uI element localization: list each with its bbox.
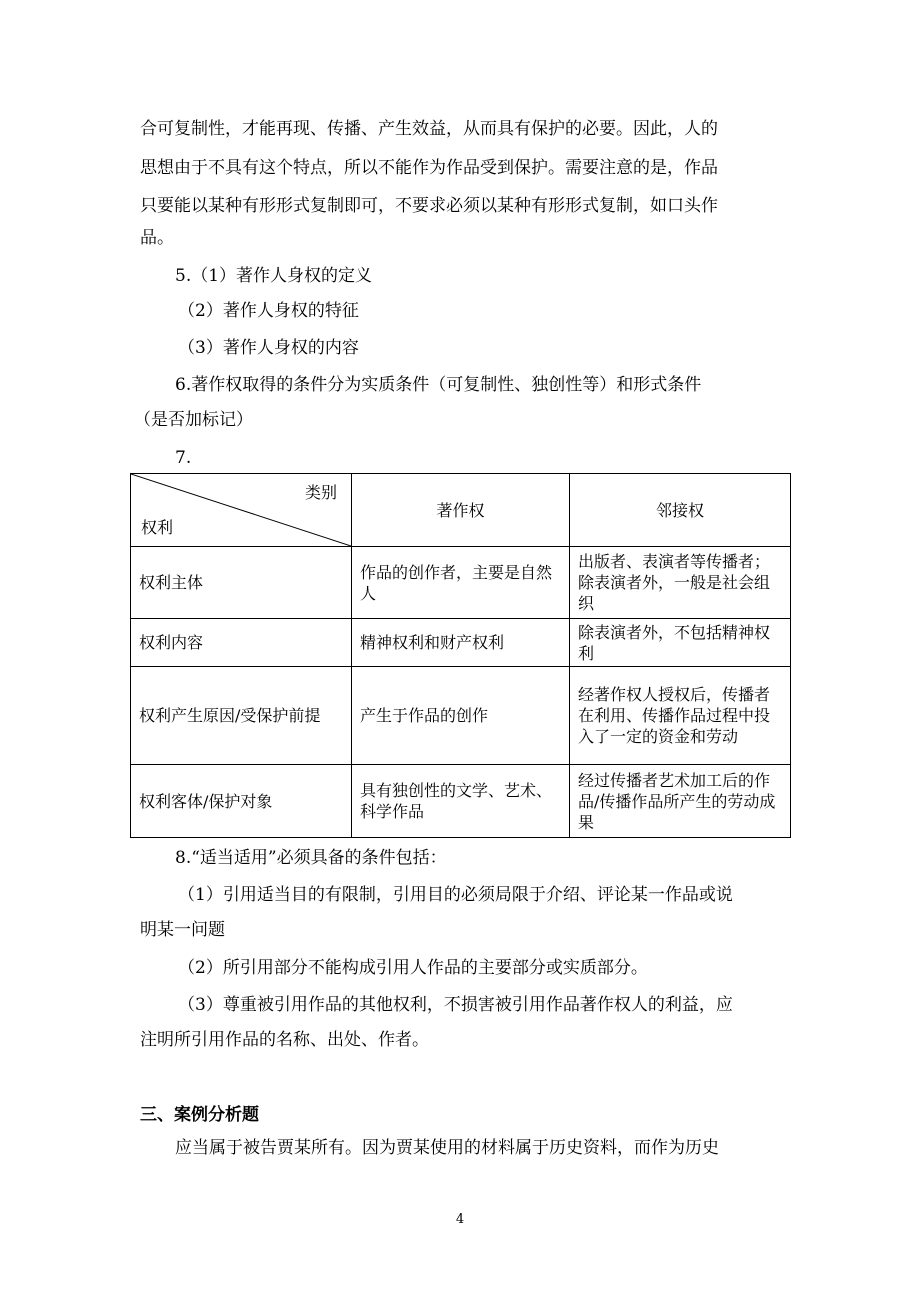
row-cell-neighboring: 经过传播者艺术加工后的作品/传播作品所产生的劳动成果 — [570, 765, 791, 838]
table-header-row — [131, 474, 791, 547]
row-cell-neighboring: 除表演者外，不包括精神权利 — [570, 619, 791, 667]
col-header-neighboring-rights: 邻接权 — [570, 474, 791, 547]
item8-condition1-line1: （1）引用适当目的有限制，引用目的必须局限于介绍、评论某一作品或说 — [178, 885, 733, 905]
paragraph-line: 思想由于不具有这个特点，所以不能作为作品受到保护。需要注意的是，作品 — [140, 158, 718, 178]
paragraph-line: 品。 — [140, 228, 174, 248]
table-row — [131, 619, 791, 667]
paragraph-line: 只要能以某种有形形式复制即可，不要求必须以某种有形形式复制，如口头作 — [140, 196, 718, 216]
table-corner-cell — [131, 474, 352, 547]
row-cell-neighboring: 出版者、表演者等传播者；除表演者外，一般是社会组织 — [570, 547, 791, 619]
item6-line1: 6.著作权取得的条件分为实质条件（可复制性、独创性等）和形式条件 — [175, 375, 702, 395]
col-header-copyright: 著作权 — [352, 474, 570, 547]
item8-title: 8.“适当适用”必须具备的条件包括： — [175, 848, 447, 868]
corner-rights-label: 权利 — [141, 518, 174, 537]
item6-line2: （是否加标记） — [134, 410, 253, 430]
row-cell-copyright: 具有独创性的文学、艺术、科学作品 — [352, 765, 570, 838]
item5-line1: 5.（1）著作人身权的定义 — [175, 266, 373, 286]
section3-paragraph-line: 应当属于被告贾某所有。因为贾某使用的材料属于历史资料，而作为历史 — [175, 1138, 719, 1158]
section3-heading: 三、案例分析题 — [140, 1105, 259, 1125]
item5-line2: （2）著作人身权的特征 — [178, 301, 359, 321]
row-cell-neighboring: 经著作权人授权后，传播者在利用、传播作品过程中投入了一定的资金和劳动 — [570, 667, 791, 765]
table-row — [131, 547, 791, 619]
item8-condition1-line2: 明某一问题 — [140, 920, 225, 940]
item5-line3: （3）著作人身权的内容 — [178, 338, 359, 358]
corner-category-label: 类别 — [304, 483, 337, 502]
item8-condition3-line1: （3）尊重被引用作品的其他权利，不损害被引用作品著作权人的利益，应 — [178, 995, 733, 1015]
row-cell-copyright: 产生于作品的创作 — [352, 667, 570, 765]
row-cell-copyright: 作品的创作者，主要是自然人 — [352, 547, 570, 619]
item8-condition3-line2: 注明所引用作品的名称、出处、作者。 — [140, 1030, 429, 1050]
page-number: 4 — [455, 1212, 465, 1227]
table-row — [131, 765, 791, 838]
item7-label: 7. — [175, 448, 192, 468]
row-label: 权利内容 — [131, 619, 352, 667]
rights-comparison-table — [130, 473, 791, 838]
row-label: 权利客体/保护对象 — [131, 765, 352, 838]
paragraph-line: 合可复制性，才能再现、传播、产生效益，从而具有保护的必要。因此，人的 — [140, 119, 718, 139]
row-cell-copyright: 精神权利和财产权利 — [352, 619, 570, 667]
item8-condition2: （2）所引用部分不能构成引用人作品的主要部分或实质部分。 — [178, 958, 648, 978]
row-label: 权利产生原因/受保护前提 — [131, 667, 352, 765]
row-label: 权利主体 — [131, 547, 352, 619]
table-row — [131, 667, 791, 765]
